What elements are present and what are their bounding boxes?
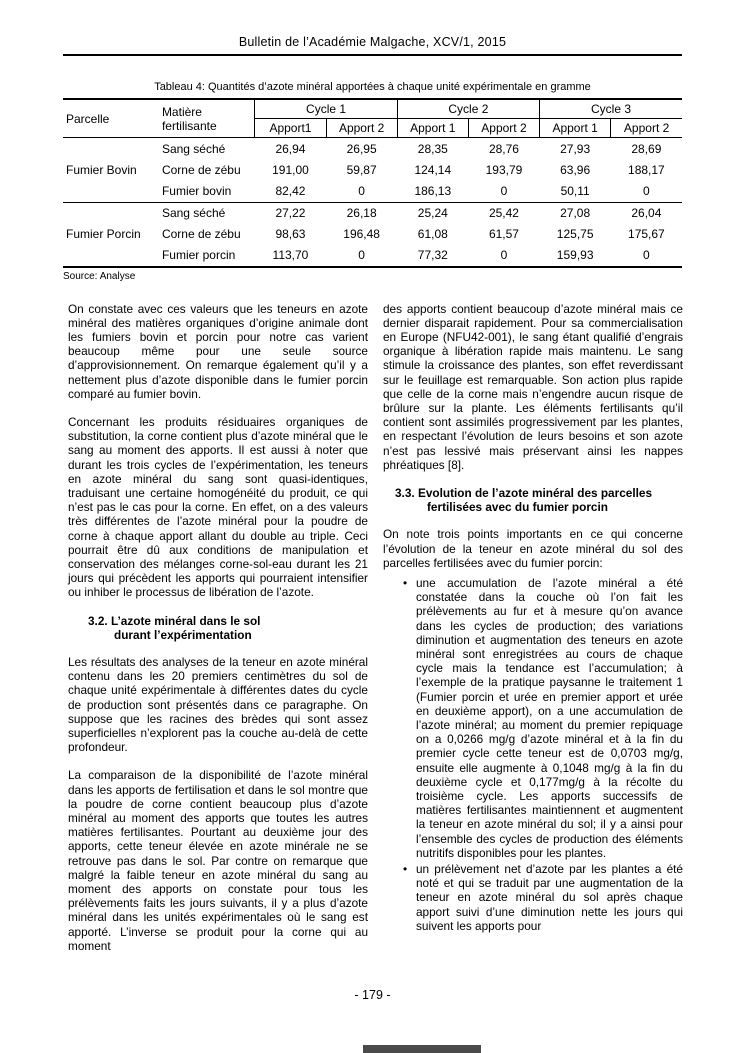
value-cell: 26,95 <box>346 141 377 156</box>
section-heading-3-3 <box>383 486 683 514</box>
data-table <box>63 98 682 268</box>
paragraph: Concernant les produits résiduaires organiques de substitution, la corne contient plus d’azote minéral que le sang au moment des apports. Il est aussi à noter que durant les trois cycles de l’expérimentation, les teneurs en azote minéral du sang sont quasi-identiques, traduisant une certaine homogénéité du produit, ce qui n’est pas le cas pour la corne. En effet, on a des valeurs très différentes de l’azote minéral pour la poudre de corne à chaque apport allant du double au triple. Ceci pourrait être dû aux conditions de manipulation et conservation des mélanges corne-sol-eau durant les 21 jours qui précèdent les apports qui pourraient intensifier ou inhiber le processus de libération de l’azote. <box>68 414 368 600</box>
value-cell: 188,17 <box>628 162 665 177</box>
value-cell: 113,70 <box>272 248 309 263</box>
bullet-marker: • <box>403 862 408 877</box>
col-header-apport-2-1: Apport 1 <box>397 119 468 138</box>
bullet-item <box>383 862 683 933</box>
bullet-marker: • <box>403 575 408 590</box>
section-heading-line: 3.2. L’azote minéral dans le sol <box>88 613 261 628</box>
value-cell: 28,76 <box>488 141 519 156</box>
value-cell: 125,75 <box>556 227 594 242</box>
value-cell: 0 <box>358 184 365 198</box>
value-cell: 175,67 <box>628 227 665 242</box>
value-cell: 26,94 <box>275 141 306 156</box>
table-source: Source: Analyse <box>63 270 136 282</box>
section-heading-line: fertilisées avec du fumier porcin <box>427 500 608 515</box>
col-header-parcelle: Parcelle <box>63 99 159 138</box>
col-header-apport-3-2: Apport 2 <box>611 119 682 138</box>
value-cell: 61,08 <box>417 227 448 242</box>
col-header-matiere: Matière fertilisante <box>159 99 255 138</box>
value-cell: 26,18 <box>326 202 397 224</box>
value-cell: 0 <box>643 248 650 263</box>
right-column <box>383 302 683 968</box>
matiere-cell: Sang séché <box>159 202 255 224</box>
value-cell: 77,32 <box>417 248 448 263</box>
journal-header: Bulletin de l’Académie Malgache, XCV/1, 2015 <box>238 35 507 49</box>
left-column <box>68 302 368 968</box>
col-header-apport-3-1: Apport 1 <box>540 119 611 138</box>
matiere-cell: Fumier bovin <box>161 184 232 198</box>
matiere-cell: Corne de zébu <box>161 227 241 242</box>
article-body <box>68 302 683 968</box>
value-cell: 0 <box>358 248 365 263</box>
paragraph: Les résultats des analyses de la teneur en azote minéral contenu dans les 20 premiers centimètres du sol de chaque unité expérimentale à différentes dates du cycle de production sont présentés dans ce paragraphe. On suppose que les racines des brèdes qui sont assez superficielles n’explorent pas la couche au-delà de cette profondeur. <box>68 654 368 755</box>
value-cell: 26,04 <box>611 202 682 224</box>
table-row <box>63 138 682 160</box>
parcelle-cell: Fumier Bovin <box>66 162 137 177</box>
header-rule <box>63 54 682 56</box>
value-cell: 59,87 <box>346 162 377 177</box>
section-heading-line: 3.3. Evolution de l’azote minéral des parcelles <box>395 485 653 500</box>
page-bottom-shadow <box>363 1045 481 1053</box>
matiere-cell: Fumier porcin <box>161 248 236 263</box>
section-heading-line: durant l’expérimentation <box>114 627 252 642</box>
value-cell: 159,93 <box>556 248 594 263</box>
paragraph: On note trois points importants en ce qui concerne l’évolution de la teneur en azote minéral du sol des parcelles fertilisées avec du fumier porcin: <box>383 527 683 570</box>
bullet-text: un prélèvement net d’azote par les plantes a été noté et qui se traduit par une augmentation de la teneur en azote minéral du sol après chaque apport suivi d’une diminution nette les jours qui suivent les apports pour <box>416 862 683 933</box>
value-cell: 196,48 <box>343 227 380 242</box>
paragraph: On constate avec ces valeurs que les teneurs en azote minéral des matières organiques d’origine animale dont les fumiers bovin et porcin pour notre cas varient beaucoup même pour une seule source d’approvisionnement. On remarque également qu’il y a nettement plus d’azote disponible dans le fumier porcin comparé au fumier bovin. <box>68 301 368 401</box>
page-number: - 179 - <box>354 988 391 1002</box>
value-cell: 50,11 <box>560 184 590 198</box>
value-cell: 124,14 <box>414 162 452 177</box>
value-cell: 61,57 <box>488 227 519 242</box>
col-header-cycle-1: Cycle 1 <box>255 99 397 119</box>
value-cell: 28,69 <box>631 141 662 156</box>
value-cell: 186,13 <box>414 184 452 198</box>
paragraph: La comparaison de la disponibilité de l’azote minéral dans les apports de fertilisation et dans le sol montre que la poudre de corne contient beaucoup plus d’azote minéral au moment des apports que toutes les autres matières fertilisantes. Pourtant au deuxième jour des apports, cette teneur élevée en azote minérale ne se retrouve pas dans le sol. Par contre on remarque que malgré la faible teneur en azote minéral du sang au moment des apports on constate pour tous les prélèvements faits les jours suivants, il y a plus d’azote minéral dans les unités expérimentales où le sang est apporté. L’inverse se produit pour la corne qui au moment <box>68 768 368 953</box>
value-cell: 191,00 <box>272 162 309 177</box>
matiere-cell: Corne de zébu <box>161 162 241 177</box>
value-cell: 0 <box>500 184 508 198</box>
col-header-cycle-2: Cycle 2 <box>397 99 539 119</box>
table-caption: Tableau 4: Quantités d’azote minéral apportées à chaque unité expérimentale en gramme <box>154 81 591 93</box>
value-cell: 25,24 <box>397 202 468 224</box>
bullet-item <box>383 576 683 860</box>
value-cell: 63,96 <box>560 162 591 177</box>
table-row <box>63 202 682 224</box>
value-cell: 98,63 <box>275 227 306 242</box>
value-cell: 82,42 <box>275 184 306 198</box>
table-section <box>63 81 682 282</box>
value-cell: 25,42 <box>468 202 539 224</box>
value-cell: 0 <box>643 184 650 198</box>
col-header-apport-1-2: Apport 2 <box>326 119 397 138</box>
value-cell: 193,79 <box>485 162 523 177</box>
col-header-apport-2-2: Apport 2 <box>468 119 539 138</box>
paragraph: des apports contient beaucoup d’azote minéral mais ce dernier disparait rapidement. Pour sa commercialisation en Europe (NFU42-001), le sang étant qualifié d’engrais organique à libération rapide mais maintenu. Le sang stimule la croissance des plantes, son effet reverdissant sur le feuillage est remarquable. Son action plus rapide que celle de la corne mais n’engendre aucun risque de brûlure sur la plante. Les éléments fertilisants qu’il contient sont assimilés progressivement par les plantes, en respectant l’évolution de leurs besoins et son azote n’est pas lessivé mais préservant ainsi les nappes phréatiques [8]. <box>383 301 683 472</box>
value-cell: 28,35 <box>417 141 448 156</box>
section-heading-3-2 <box>68 614 368 642</box>
value-cell: 0 <box>500 248 508 263</box>
parcelle-cell: Fumier Porcin <box>63 202 159 267</box>
col-header-apport-1-1: Apport1 <box>255 119 326 138</box>
value-cell: 27,22 <box>255 202 326 224</box>
value-cell: 27,93 <box>560 141 591 156</box>
matiere-cell: Sang séché <box>161 141 226 156</box>
col-header-cycle-3: Cycle 3 <box>540 99 682 119</box>
value-cell: 27,08 <box>540 202 611 224</box>
bullet-text: une accumulation de l’azote minéral a été constatée dans la couche où l’on fait les prélèvements au fur et à mesure qu’on avance dans les cycles de production; des variations diminution et augmentation des teneurs en azote minéral sont enregistrées au cours de chaque cycle mais la tendance est l’accumulation; à l’exemple de la pratique paysanne le traitement 1 (Fumier porcin et urée en premier apport et urée en deuxième apport), on a une accumulation de l’azote minéral; au moment du premier repiquage on a 0,0266 mg/g d’azote minéral et à la fin du premier cycle cette teneur est de 0,0703 mg/g, ensuite elle augmente à 0,1048 mg/g à la fin du deuxième cycle et 0,177mg/g à la récolte du troisième cycle. Les apports successifs de matières fertilisantes maintiennent et augmentent la teneur en azote minéral du sol; il y a ainsi pour l’ensemble des cycles de production des éléments nutritifs disponibles pour les plantes. <box>416 575 683 860</box>
